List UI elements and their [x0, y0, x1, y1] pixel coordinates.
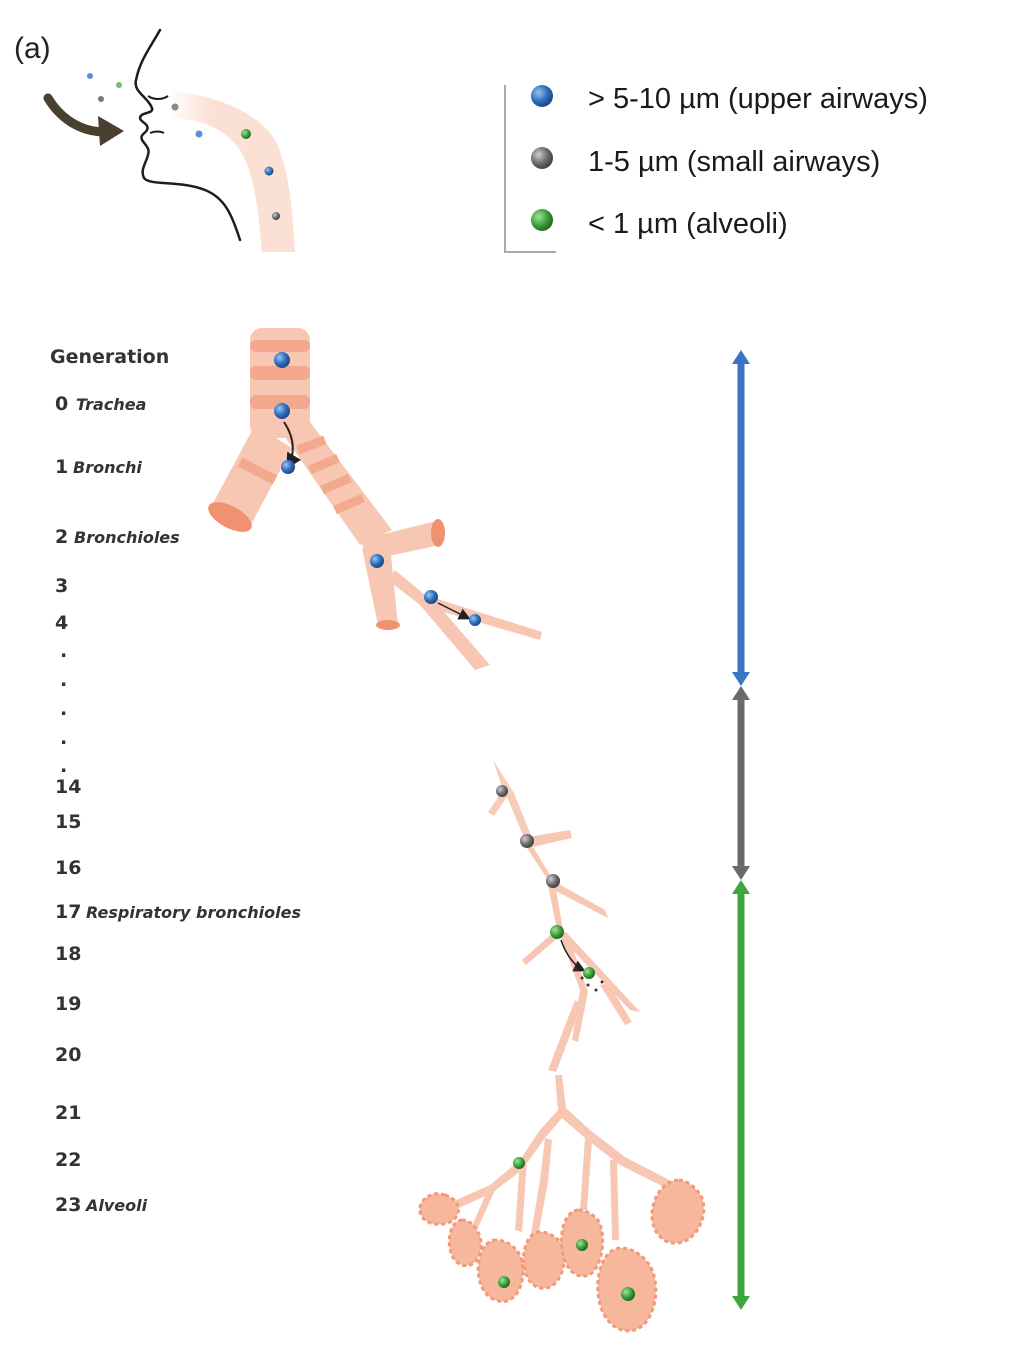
generation-16-number: 16	[55, 857, 82, 879]
generation-15-number: 15	[55, 811, 82, 833]
upper-airways-range-arrow	[732, 350, 750, 686]
grey-particle-icon	[531, 147, 553, 169]
small-airways-range-arrow	[732, 686, 750, 880]
ellipsis-dot: .	[60, 669, 68, 691]
generation-4-number: 4	[55, 612, 69, 634]
generation-19-number: 19	[55, 993, 82, 1015]
panel-label: (a)	[14, 32, 51, 65]
ellipsis-dot: .	[60, 727, 68, 749]
generation-17-name: Respiratory bronchioles	[86, 903, 301, 922]
ellipsis-dot: .	[60, 698, 68, 720]
throat-airway	[168, 90, 295, 252]
generation-23-number: 23	[55, 1194, 82, 1216]
generation-2-name: Bronchioles	[74, 528, 180, 547]
generation-1-name: Bronchi	[73, 458, 142, 477]
generation-18-number: 18	[55, 943, 82, 965]
upper-airway-tree	[204, 328, 542, 670]
legend-upper-airways: > 5-10 µm (upper airways)	[588, 83, 928, 115]
legend	[505, 83, 928, 252]
generation-scale	[55, 393, 490, 1220]
generation-17-number: 17	[55, 901, 82, 923]
generation-14-number: 14	[55, 776, 82, 798]
generation-0-name: Trachea	[76, 395, 147, 414]
head-profile	[136, 30, 240, 240]
generation-1-number: 1	[55, 456, 69, 478]
blue-particle-icon	[531, 85, 553, 107]
generation-23-name: Alveoli	[86, 1196, 148, 1215]
generation-22-number: 22	[55, 1149, 82, 1171]
small-airway-tree	[488, 760, 640, 1072]
green-particle-icon	[531, 209, 553, 231]
generation-header: Generation	[50, 346, 170, 368]
legend-small-airways: 1-5 µm (small airways)	[588, 146, 881, 178]
legend-alveoli: < 1 µm (alveoli)	[588, 208, 788, 240]
generation-21-number: 21	[55, 1102, 82, 1124]
generation-3-number: 3	[55, 575, 69, 597]
alveolar-region	[420, 1075, 704, 1331]
inhale-arrow-icon	[48, 98, 124, 146]
ellipsis-dot: .	[60, 755, 68, 777]
ellipsis-dot: .	[60, 640, 68, 662]
deposition-range-arrows	[732, 350, 750, 1310]
generation-20-number: 20	[55, 1044, 82, 1066]
generation-0-number: 0	[55, 393, 69, 415]
alveoli-range-arrow	[732, 880, 750, 1310]
generation-2-number: 2	[55, 526, 69, 548]
